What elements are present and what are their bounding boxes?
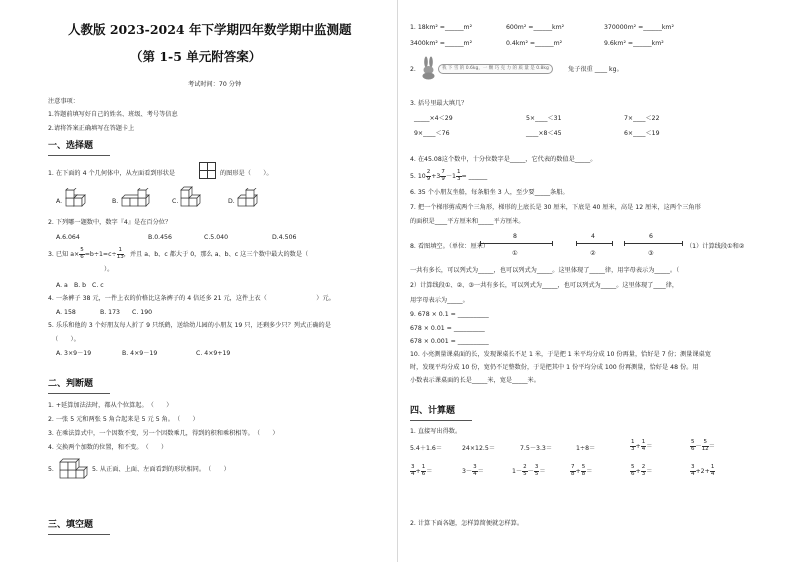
q3-option-b[interactable]: B. b xyxy=(74,282,87,289)
q1-option-c[interactable]: C. xyxy=(172,198,179,205)
notice-1: 1.答题前填写好自己的姓名、班级、考号等信息 xyxy=(48,111,178,118)
q5-option-c[interactable]: C. 4×9+19 xyxy=(196,350,231,357)
section-underline xyxy=(48,155,110,156)
segment-3 xyxy=(624,243,682,244)
left-view-figure-icon xyxy=(199,162,215,178)
judge-5-label: 5. xyxy=(48,466,54,473)
q3-option-c[interactable]: C. c xyxy=(92,282,104,289)
fill-10-line2: 时，发现平均分成 10 份，宽仍不足整数份，于是把其中 1 份平均分成 100 份再测量，恰好是 48 份。用 xyxy=(410,364,699,371)
fill-3-item: _____×4＜29 xyxy=(414,115,453,122)
fill-3: 3. 括号里最大填几？ xyxy=(410,100,468,107)
calc-frac-item: $\frac{3}{4}$ + $\frac{1}{6}$ ＝ xyxy=(411,464,433,477)
fill-3-item: 5×____＜31 xyxy=(526,115,562,122)
segment-length-1: 8 xyxy=(513,233,517,240)
fill-3-item: ____×8＜45 xyxy=(526,130,562,137)
q2-option-c[interactable]: C.5.040 xyxy=(204,234,229,241)
section-underline xyxy=(48,534,110,535)
rabbit-icon xyxy=(420,56,438,80)
q4-option-b[interactable]: B. 173 xyxy=(100,309,120,316)
fill-8-line2: 一共有多长，可以列式为_____，也可以列式为_____。这里体现了_____律，用字母表示为_____。（ xyxy=(410,267,680,274)
question-4: 4. 一条裤子 38 元，一件上衣的价格比这条裤子的 4 倍还多 21 元，这件上衣（ ）元。 xyxy=(48,295,335,302)
exam-time: 考试时间：70 分钟 xyxy=(188,81,242,88)
fill-10-line1: 10. 小亮测量课桌面的长，发现课桌长不足 1 米，于是把 1 米平均分成 10 份再量，恰好是 7 份；测量课桌宽 xyxy=(410,351,711,358)
fill-7-line1: 7. 把一个梯形剪成两个三角形，梯形的上底长是 30 厘米，下底是 40 厘米，高是 12 厘米，这两个三角形 xyxy=(410,204,701,211)
q4-option-a[interactable]: A. 158 xyxy=(56,309,76,316)
fill-9c: 678 × 0.001 = __________ xyxy=(410,338,489,345)
calc-frac-item: 1－ $\frac{2}{5}$ － $\frac{3}{5}$ ＝ xyxy=(512,464,546,477)
calc-frac-item: $\frac{5}{6}$ － $\frac{5}{12}$ ＝ xyxy=(691,439,715,452)
title-line2: （第 1-5 单元附答案） xyxy=(130,49,262,64)
question-2: 2. 下列哪一题数中，数字『4』是在百分位？ xyxy=(48,219,172,226)
q5-option-b[interactable]: B. 4×9－19 xyxy=(122,350,158,357)
fill-8: 8. 看图填空。（单位：厘米） xyxy=(410,243,490,250)
q4-option-c[interactable]: C. 190 xyxy=(132,309,153,316)
fill-1d: 3400km² =______m² xyxy=(410,40,473,47)
q1-option-b[interactable]: B. xyxy=(112,198,119,205)
judge-1: 1. +延算加法法时，都从个位算起。 （ ） xyxy=(48,402,173,409)
calc-item: 24×12.5＝ xyxy=(462,445,496,452)
notice-2: 2.请将答案正确填写在答题卡上 xyxy=(48,125,135,132)
fill-1e: 0.4km² =______m² xyxy=(506,40,563,47)
judge-4: 4. 交换两个加数的位置，和不变。 （ ） xyxy=(48,444,168,451)
fill-8-line3: 2）计算线段①、②、③一共有多长，可以列式为_____，也可以列式为_____。这里体现了____律， xyxy=(410,282,679,289)
calc-item: 1÷8＝ xyxy=(576,445,596,452)
fraction: $\frac{1}{13}$ xyxy=(116,247,124,260)
question-3-tail: ）。 xyxy=(104,266,114,273)
cube-figure-a-icon xyxy=(64,188,90,212)
fill-1c: 370000m² =______km² xyxy=(604,24,674,31)
section-underline xyxy=(48,393,110,394)
fill-9a: 9. 678 × 0.1 = __________ xyxy=(410,311,489,318)
section-underline xyxy=(410,420,472,421)
question-3: 3. 已知 a× $\frac{5}{6}$ =b÷1=c÷ $\frac{1}{13}$ ，并且 a、b、c 都大于 0，那么 a、b、c 这三个数中最大的数是（ xyxy=(48,247,309,260)
calc-frac-item: $\frac{1}{3}$ + $\frac{1}{4}$ ＝ xyxy=(631,439,653,452)
q5-option-a[interactable]: A. 3×9－19 xyxy=(56,350,92,357)
calc-item: 5.4＋1.6＝ xyxy=(410,445,443,452)
fill-3-item: 9×____＜76 xyxy=(414,130,450,137)
fill-4: 4. 在45.08这个数中，十分位数字是_____，它代表的数值是_____。 xyxy=(410,156,597,163)
section-choice-title: 一、选择题 xyxy=(48,141,94,151)
calc-2: 2. 计算下面各题，怎样算简便就怎样算。 xyxy=(410,520,524,527)
segment-length-2: 4 xyxy=(591,233,595,240)
segment-mark-3: ③ xyxy=(648,250,654,257)
q2-option-b[interactable]: B.0.456 xyxy=(148,234,172,241)
rabbit-speech-bubble: 我 下 雪 的 0.6kg，一 颗 巧 克 力 的 质 量 是 0.8kg xyxy=(438,64,553,74)
cube-figure-b-icon xyxy=(120,188,156,212)
segment-mark-1: ① xyxy=(512,250,518,257)
notice-heading: 注意事项： xyxy=(48,98,79,105)
segment-length-3: 6 xyxy=(649,233,653,240)
fill-5: 5. 10 $\frac{2}{9}$ +3 $\frac{7}{9}$ －1 $\frac{1}{3}$ = ______ xyxy=(410,169,488,182)
judge-2: 2. 一张 5 元和两张 5 角合起来是 5 元 5 角。 （ ） xyxy=(48,416,199,423)
fill-8-tail: （1）计算线段①和② xyxy=(686,243,745,250)
q1-option-a[interactable]: A. xyxy=(56,198,63,205)
section-fill-title: 三、填空题 xyxy=(48,520,94,530)
question-5-paren: （ ）。 xyxy=(52,336,80,343)
cube-stack-figure-icon xyxy=(58,458,92,482)
fill-1a: 1. 18km² =______m² xyxy=(410,24,473,31)
fill-1f: 9.6km² =______km² xyxy=(604,40,664,47)
question-1: 1. 在下面的 4 个几何体中，从左面看到形状是 xyxy=(48,170,176,177)
q2-option-a[interactable]: A.6.064 xyxy=(56,234,80,241)
fraction: $\frac{5}{6}$ xyxy=(80,247,84,260)
segment-mark-2: ② xyxy=(590,250,596,257)
fill-7-line2: 的面积是____平方厘米和_____平方厘米。 xyxy=(410,218,525,225)
cube-figure-d-icon xyxy=(236,188,266,212)
fill-2-number: 2. xyxy=(410,66,416,73)
fill-2-tail: 兔子很重 ____ kg。 xyxy=(568,66,623,73)
section-calc-title: 四、计算题 xyxy=(410,406,456,416)
calc-item: 7.5－3.3＝ xyxy=(520,445,553,452)
cube-figure-c-icon xyxy=(179,186,209,212)
fill-6: 6. 35 个小朋友坐船，每条船坐 3 人，至少要_____条船。 xyxy=(410,189,569,196)
calc-frac-item: $\frac{7}{8}$ + $\frac{5}{8}$ ＝ xyxy=(571,464,593,477)
q2-option-d[interactable]: D.4.506 xyxy=(272,234,297,241)
fill-1b: 600m² =______km² xyxy=(506,24,565,31)
section-judge-title: 二、判断题 xyxy=(48,379,94,389)
q1-option-d[interactable]: D. xyxy=(228,198,235,205)
calc-frac-item: 3－ $\frac{3}{4}$ ＝ xyxy=(462,464,484,477)
calc-frac-item: $\frac{5}{6}$ + $\frac{2}{3}$ ＝ xyxy=(631,464,653,477)
title-line1: 人教版 2023-2024 年下学期四年数学期中监测题 xyxy=(68,22,352,37)
judge-5: 5. 从正面、上面、左面看到的形状相同。 （ ） xyxy=(92,466,230,473)
segment-2 xyxy=(576,243,612,244)
fill-10-line3: 小数表示课桌面的长是_____米，宽是_____米。 xyxy=(410,377,540,384)
calc-frac-item: $\frac{3}{4}$ +2+ $\frac{1}{4}$ xyxy=(691,464,715,477)
fill-8-line4: 用字母表示为_____。 xyxy=(410,297,469,304)
calc-intro: 1. 直接写出得数。 xyxy=(410,428,462,435)
judge-3: 3. 在乘法算式中，一个因数不变，另一个因数乘几，得到的积和乘积相等。 （ ） xyxy=(48,430,279,437)
fill-9b: 678 × 0.01 = __________ xyxy=(410,325,485,332)
q3-option-a[interactable]: A. a xyxy=(56,282,68,289)
fill-3-item: 7×____＜22 xyxy=(624,115,660,122)
fill-3-item: 6×____＜19 xyxy=(624,130,660,137)
segment-1 xyxy=(480,243,552,244)
column-divider xyxy=(397,0,398,562)
question-1-tail: 的图形是（ ）。 xyxy=(220,170,273,177)
question-5: 5. 乐乐和他的 3 个好朋友每人折了 9 只纸鹤，送给幼儿园的小朋友 19 只，还剩多少只？列式正确的是 xyxy=(48,322,331,329)
